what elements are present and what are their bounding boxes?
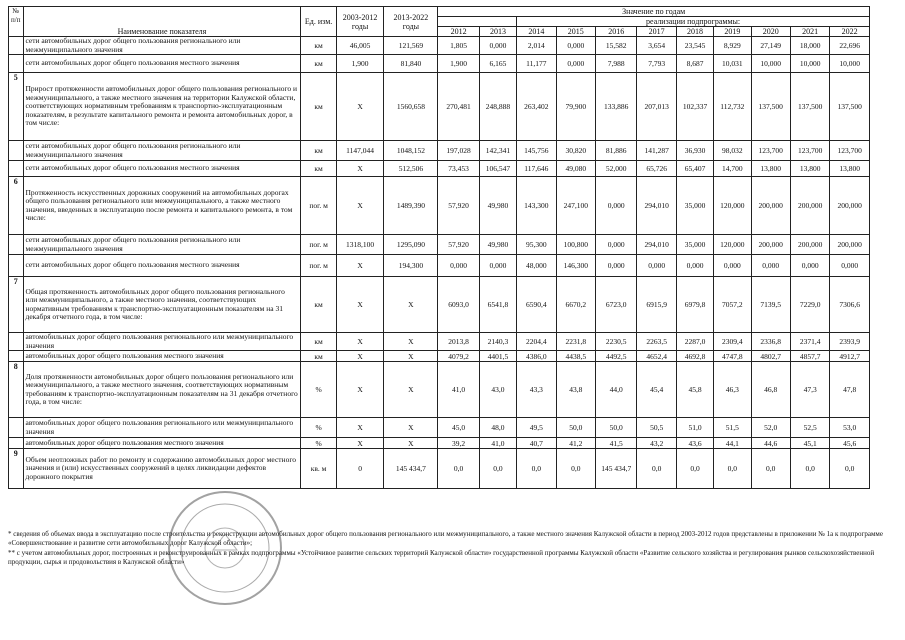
row-year-value: 145 434,7: [595, 449, 636, 489]
row-year-value: 45,4: [637, 362, 676, 418]
footnote-2: ** с учетом автомобильных дорог, построенных и реконструированных в рамках подпрограммы «Устойчивое развитие сельских территорий Калужской области» государственной программы Калужской области «Развитие сельского хозяйства и регулирования рынков сельскохозяйственной продукции, сырья и продовольствия в Калужской области»: [8, 549, 875, 566]
table-row: [9, 438, 870, 449]
row-year-value: 3,654: [637, 37, 676, 55]
row-year-value: 44,1: [714, 438, 751, 449]
row-year-value: 2263,5: [637, 333, 676, 351]
row-indicator-name: сети автомобильных дорог общего пользования регионального или межмуниципального значения: [23, 141, 301, 161]
row-year-value: 0,000: [556, 55, 595, 73]
row-year-value: 6670,2: [556, 277, 595, 333]
row-year-value: 4857,7: [790, 351, 829, 362]
row-year-value: 7,988: [595, 55, 636, 73]
row-number: [9, 235, 24, 255]
table-row: [9, 333, 870, 351]
row-year-value: 10,031: [714, 55, 751, 73]
table-row: [9, 362, 870, 418]
row-year-value: 2309,4: [714, 333, 751, 351]
row-year-value: 200,000: [830, 177, 870, 235]
row-year-value: 4692,8: [676, 351, 713, 362]
row-year-value: 143,300: [517, 177, 556, 235]
row-year-value: 120,000: [714, 177, 751, 235]
row-period-1: 1147,044: [336, 141, 384, 161]
row-year-value: 146,300: [556, 255, 595, 277]
row-unit: км: [301, 55, 336, 73]
row-year-value: 45,6: [830, 438, 870, 449]
row-year-value: 7,793: [637, 55, 676, 73]
row-number: [9, 255, 24, 277]
row-period-2: 1048,152: [384, 141, 438, 161]
row-year-value: 8,687: [676, 55, 713, 73]
row-number: [9, 351, 24, 362]
row-year-value: 294,010: [637, 177, 676, 235]
row-unit: %: [301, 418, 336, 438]
row-year-value: 40,7: [517, 438, 556, 449]
row-year-value: 36,930: [676, 141, 713, 161]
header-year: 2014: [517, 27, 556, 37]
row-year-value: 2,014: [517, 37, 556, 55]
row-year-value: 35,000: [676, 177, 713, 235]
row-year-value: 45,8: [676, 362, 713, 418]
row-period-2: X: [384, 362, 438, 418]
row-year-value: 10,000: [751, 55, 790, 73]
header-year: 2016: [595, 27, 636, 37]
row-year-value: 13,800: [830, 161, 870, 177]
row-period-2: 1489,390: [384, 177, 438, 235]
row-year-value: 10,000: [830, 55, 870, 73]
row-year-value: 137,500: [790, 73, 829, 141]
row-indicator-name: сети автомобильных дорог общего пользования местного значения: [23, 55, 301, 73]
row-year-value: 0,000: [479, 255, 516, 277]
header-year: 2020: [751, 27, 790, 37]
row-number: 5: [9, 73, 24, 141]
row-year-value: 247,100: [556, 177, 595, 235]
row-period-1: X: [336, 277, 384, 333]
row-year-value: 27,149: [751, 37, 790, 55]
row-year-value: 57,920: [438, 177, 479, 235]
row-period-1: X: [336, 362, 384, 418]
row-year-value: 45,1: [790, 438, 829, 449]
row-indicator-name: сети автомобильных дорог общего пользования регионального или межмуниципального значения: [23, 37, 301, 55]
row-year-value: 0,000: [751, 255, 790, 277]
row-year-value: 120,000: [714, 235, 751, 255]
row-year-value: 6,165: [479, 55, 516, 73]
row-year-value: 102,337: [676, 73, 713, 141]
row-unit: км: [301, 37, 336, 55]
row-year-value: 200,000: [790, 177, 829, 235]
row-year-value: 0,0: [517, 449, 556, 489]
row-year-value: 0,0: [637, 449, 676, 489]
row-year-value: 2336,8: [751, 333, 790, 351]
row-year-value: 294,010: [637, 235, 676, 255]
row-year-value: 0,000: [438, 255, 479, 277]
row-year-value: 4401,5: [479, 351, 516, 362]
row-indicator-name: Объем неотложных работ по ремонту и содержанию автомобильных дорог местного значения и (или) искусственных сооружений в целях ликвидации дефектов дорожного покрытия: [23, 449, 301, 489]
row-indicator-name: сети автомобильных дорог общего пользования местного значения: [23, 161, 301, 177]
row-year-value: 112,732: [714, 73, 751, 141]
table-row: [9, 449, 870, 489]
row-year-value: 18,000: [790, 37, 829, 55]
document-page: [8, 6, 893, 489]
row-year-value: 133,886: [595, 73, 636, 141]
table-row: [9, 55, 870, 73]
row-number: [9, 333, 24, 351]
row-year-value: 123,700: [830, 141, 870, 161]
header-year: 2012: [438, 27, 479, 37]
row-period-1: 1,900: [336, 55, 384, 73]
row-period-2: X: [384, 438, 438, 449]
row-year-value: 65,407: [676, 161, 713, 177]
footnotes: [8, 530, 888, 568]
row-year-value: 41,2: [556, 438, 595, 449]
row-period-1: X: [336, 351, 384, 362]
row-year-value: 0,0: [714, 449, 751, 489]
row-year-value: 47,3: [790, 362, 829, 418]
row-indicator-name: автомобильных дорог общего пользования регионального или межмуниципального значения: [23, 333, 301, 351]
row-unit: км: [301, 351, 336, 362]
row-year-value: 98,032: [714, 141, 751, 161]
row-year-value: 4652,4: [637, 351, 676, 362]
table-row: [9, 418, 870, 438]
row-year-value: 0,000: [479, 37, 516, 55]
row-year-value: 35,000: [676, 235, 713, 255]
row-year-value: 52,0: [751, 418, 790, 438]
row-year-value: 100,800: [556, 235, 595, 255]
row-year-value: 2371,4: [790, 333, 829, 351]
row-year-value: 4079,2: [438, 351, 479, 362]
row-period-1: 0: [336, 449, 384, 489]
row-year-value: 142,341: [479, 141, 516, 161]
row-year-value: 6979,8: [676, 277, 713, 333]
row-year-value: 23,545: [676, 37, 713, 55]
row-year-value: 6723,0: [595, 277, 636, 333]
header-subprogram: реализации подпрограммы:: [517, 17, 870, 27]
row-year-value: 50,0: [595, 418, 636, 438]
table-row: [9, 37, 870, 55]
row-year-value: 0,0: [479, 449, 516, 489]
row-year-value: 0,0: [438, 449, 479, 489]
row-period-2: X: [384, 333, 438, 351]
row-year-value: 13,800: [790, 161, 829, 177]
indicators-table: [8, 6, 870, 489]
row-year-value: 51,5: [714, 418, 751, 438]
row-number: [9, 438, 24, 449]
row-year-value: 50,5: [637, 418, 676, 438]
row-year-value: 44,0: [595, 362, 636, 418]
row-year-value: 207,013: [637, 73, 676, 141]
row-year-value: 14,700: [714, 161, 751, 177]
row-year-value: 0,0: [556, 449, 595, 489]
row-year-value: 49,980: [479, 235, 516, 255]
row-year-value: 141,287: [637, 141, 676, 161]
row-year-value: 2393,9: [830, 333, 870, 351]
row-year-value: 200,000: [790, 235, 829, 255]
row-year-value: 2287,0: [676, 333, 713, 351]
row-period-1: 1318,100: [336, 235, 384, 255]
row-year-value: 117,646: [517, 161, 556, 177]
row-period-2: X: [384, 418, 438, 438]
row-year-value: 6590,4: [517, 277, 556, 333]
row-year-value: 4912,7: [830, 351, 870, 362]
row-year-value: 53,0: [830, 418, 870, 438]
row-period-2: 512,506: [384, 161, 438, 177]
row-year-value: 106,547: [479, 161, 516, 177]
header-blank: [438, 17, 517, 27]
row-period-1: 46,005: [336, 37, 384, 55]
row-number: [9, 37, 24, 55]
row-year-value: 43,3: [517, 362, 556, 418]
row-year-value: 137,500: [830, 73, 870, 141]
row-year-value: 15,582: [595, 37, 636, 55]
row-year-value: 43,6: [676, 438, 713, 449]
row-indicator-name: Общая протяженность автомобильных дорог общего пользования регионального или межмуниципального, а также местного значения, соответствующих нормативным требованиям к транспортно-эксплуатационным показателям на 31 декабря отчетного года, в том числе:: [23, 277, 301, 333]
row-year-value: 1,900: [438, 55, 479, 73]
row-indicator-name: автомобильных дорог общего пользования местного значения: [23, 438, 301, 449]
row-year-value: 4438,5: [556, 351, 595, 362]
row-year-value: 49,980: [479, 177, 516, 235]
row-number: 8: [9, 362, 24, 418]
row-period-2: 194,300: [384, 255, 438, 277]
row-unit: %: [301, 362, 336, 418]
row-year-value: 8,929: [714, 37, 751, 55]
row-year-value: 41,0: [479, 438, 516, 449]
row-year-value: 73,453: [438, 161, 479, 177]
row-period-2: 1560,658: [384, 73, 438, 141]
row-year-value: 4747,8: [714, 351, 751, 362]
row-year-value: 0,0: [751, 449, 790, 489]
row-number: 6: [9, 177, 24, 235]
row-year-value: 43,2: [637, 438, 676, 449]
row-indicator-name: автомобильных дорог общего пользования регионального или межмуниципального значения: [23, 418, 301, 438]
row-year-value: 0,000: [676, 255, 713, 277]
row-number: 9: [9, 449, 24, 489]
row-year-value: 0,0: [790, 449, 829, 489]
row-year-value: 49,080: [556, 161, 595, 177]
row-number: 7: [9, 277, 24, 333]
table-row: [9, 351, 870, 362]
footnote-1: * сведения об объемах ввода в эксплуатацию после строительства и реконструкции автомобильных дорог общего пользования регионального или межмуниципального, а также местного значения Калужской области в период 2003-2012 годов представлены в приложении № 1а к подпрограмме «Совершенствование и развитие сети автомобильных дорог Калужской области»;: [8, 530, 883, 547]
row-unit: км: [301, 333, 336, 351]
row-period-2: X: [384, 277, 438, 333]
row-unit: км: [301, 73, 336, 141]
header-num: № п/п: [9, 7, 24, 37]
row-year-value: 200,000: [830, 235, 870, 255]
row-year-value: 6541,8: [479, 277, 516, 333]
row-year-value: 0,000: [790, 255, 829, 277]
row-indicator-name: сети автомобильных дорог общего пользования регионального или межмуниципального значения: [23, 235, 301, 255]
row-number: [9, 55, 24, 73]
header-year: 2019: [714, 27, 751, 37]
row-year-value: 123,700: [790, 141, 829, 161]
row-year-value: 44,6: [751, 438, 790, 449]
table-row: [9, 141, 870, 161]
row-year-value: 48,0: [479, 418, 516, 438]
row-year-value: 10,000: [790, 55, 829, 73]
row-year-value: 2204,4: [517, 333, 556, 351]
row-period-2: 1295,090: [384, 235, 438, 255]
header-period-1: 2003-2012 годы: [336, 7, 384, 37]
row-unit: %: [301, 438, 336, 449]
row-year-value: 7229,0: [790, 277, 829, 333]
row-year-value: 0,000: [595, 235, 636, 255]
row-unit: кв. м: [301, 449, 336, 489]
row-year-value: 1,805: [438, 37, 479, 55]
row-year-value: 145,756: [517, 141, 556, 161]
row-year-value: 43,0: [479, 362, 516, 418]
row-year-value: 13,800: [751, 161, 790, 177]
row-year-value: 4386,0: [517, 351, 556, 362]
row-year-value: 137,500: [751, 73, 790, 141]
header-year: 2015: [556, 27, 595, 37]
row-year-value: 45,0: [438, 418, 479, 438]
row-year-value: 41,0: [438, 362, 479, 418]
row-year-value: 270,481: [438, 73, 479, 141]
row-number: [9, 418, 24, 438]
row-year-value: 46,3: [714, 362, 751, 418]
row-year-value: 52,5: [790, 418, 829, 438]
header-unit: Ед. изм.: [301, 7, 336, 37]
row-year-value: 50,0: [556, 418, 595, 438]
row-year-value: 0,0: [830, 449, 870, 489]
row-year-value: 52,000: [595, 161, 636, 177]
row-year-value: 11,177: [517, 55, 556, 73]
row-unit: км: [301, 277, 336, 333]
header-year: 2018: [676, 27, 713, 37]
table-row: [9, 177, 870, 235]
row-year-value: 2140,3: [479, 333, 516, 351]
table-row: [9, 161, 870, 177]
row-year-value: 0,000: [595, 177, 636, 235]
table-row: [9, 277, 870, 333]
row-period-2: 145 434,7: [384, 449, 438, 489]
row-unit: км: [301, 141, 336, 161]
row-year-value: 49,5: [517, 418, 556, 438]
row-indicator-name: Протяженность искусственных дорожных сооружений на автомобильных дорогах общего пользования регионального или межмуниципального, а также местного значения, введенных в эксплуатацию после ремонта и капитального ремонта, в том числе:: [23, 177, 301, 235]
header-period-2: 2013-2022 годы: [384, 7, 438, 37]
row-year-value: 95,300: [517, 235, 556, 255]
row-indicator-name: Прирост протяженности автомобильных дорог общего пользования регионального и межмуниципального, а также местного значения на территории Калужской области, соответствующих нормативным требованиям к транспортно-эксплуатационным показателям, в результате капитального ремонта и ремонта автомобильных дорог, в том числе:: [23, 73, 301, 141]
row-year-value: 0,000: [556, 37, 595, 55]
row-year-value: 0,000: [637, 255, 676, 277]
row-year-value: 43,8: [556, 362, 595, 418]
row-period-1: X: [336, 418, 384, 438]
row-year-value: 248,888: [479, 73, 516, 141]
row-period-1: X: [336, 177, 384, 235]
row-number: [9, 141, 24, 161]
row-year-value: 46,8: [751, 362, 790, 418]
header-name: Наименование показателя: [23, 7, 301, 37]
row-period-1: X: [336, 438, 384, 449]
header-year: 2021: [790, 27, 829, 37]
row-year-value: 7057,2: [714, 277, 751, 333]
row-year-value: 81,886: [595, 141, 636, 161]
row-year-value: 4802,7: [751, 351, 790, 362]
header-values-title: Значение по годам: [438, 7, 870, 17]
table-row: [9, 73, 870, 141]
row-unit: пог. м: [301, 255, 336, 277]
row-year-value: 2013,8: [438, 333, 479, 351]
header-year: 2022: [830, 27, 870, 37]
header-year: 2013: [479, 27, 516, 37]
row-year-value: 0,000: [595, 255, 636, 277]
row-year-value: 47,8: [830, 362, 870, 418]
row-year-value: 7139,5: [751, 277, 790, 333]
row-period-2: 81,840: [384, 55, 438, 73]
row-year-value: 39,2: [438, 438, 479, 449]
table-row: [9, 255, 870, 277]
row-indicator-name: Доля протяженности автомобильных дорог общего пользования регионального или межмуниципального, а также местного значения, соответствующих нормативным требованиям к транспортно-эксплуатационным показателям на 31 декабря отчетного года, в том числе:: [23, 362, 301, 418]
row-year-value: 51,0: [676, 418, 713, 438]
row-period-2: X: [384, 351, 438, 362]
row-year-value: 41,5: [595, 438, 636, 449]
row-year-value: 79,900: [556, 73, 595, 141]
row-period-1: X: [336, 73, 384, 141]
row-indicator-name: сети автомобильных дорог общего пользования местного значения: [23, 255, 301, 277]
row-year-value: 65,726: [637, 161, 676, 177]
row-year-value: 48,000: [517, 255, 556, 277]
row-year-value: 123,700: [751, 141, 790, 161]
row-year-value: 0,000: [714, 255, 751, 277]
row-period-2: 121,569: [384, 37, 438, 55]
row-year-value: 197,028: [438, 141, 479, 161]
row-year-value: 22,696: [830, 37, 870, 55]
row-year-value: 2231,8: [556, 333, 595, 351]
row-year-value: 7306,6: [830, 277, 870, 333]
row-unit: пог. м: [301, 177, 336, 235]
row-year-value: 57,920: [438, 235, 479, 255]
row-period-1: X: [336, 333, 384, 351]
row-year-value: 263,402: [517, 73, 556, 141]
row-unit: пог. м: [301, 235, 336, 255]
row-indicator-name: автомобильных дорог общего пользования местного значения: [23, 351, 301, 362]
row-year-value: 6093,0: [438, 277, 479, 333]
row-year-value: 0,0: [676, 449, 713, 489]
row-year-value: 200,000: [751, 177, 790, 235]
table-row: [9, 235, 870, 255]
row-year-value: 30,820: [556, 141, 595, 161]
row-year-value: 4492,5: [595, 351, 636, 362]
row-number: [9, 161, 24, 177]
row-year-value: 2230,5: [595, 333, 636, 351]
row-year-value: 0,000: [830, 255, 870, 277]
row-year-value: 6915,9: [637, 277, 676, 333]
row-period-1: X: [336, 255, 384, 277]
row-unit: км: [301, 161, 336, 177]
row-period-1: X: [336, 161, 384, 177]
row-year-value: 200,000: [751, 235, 790, 255]
header-year: 2017: [637, 27, 676, 37]
